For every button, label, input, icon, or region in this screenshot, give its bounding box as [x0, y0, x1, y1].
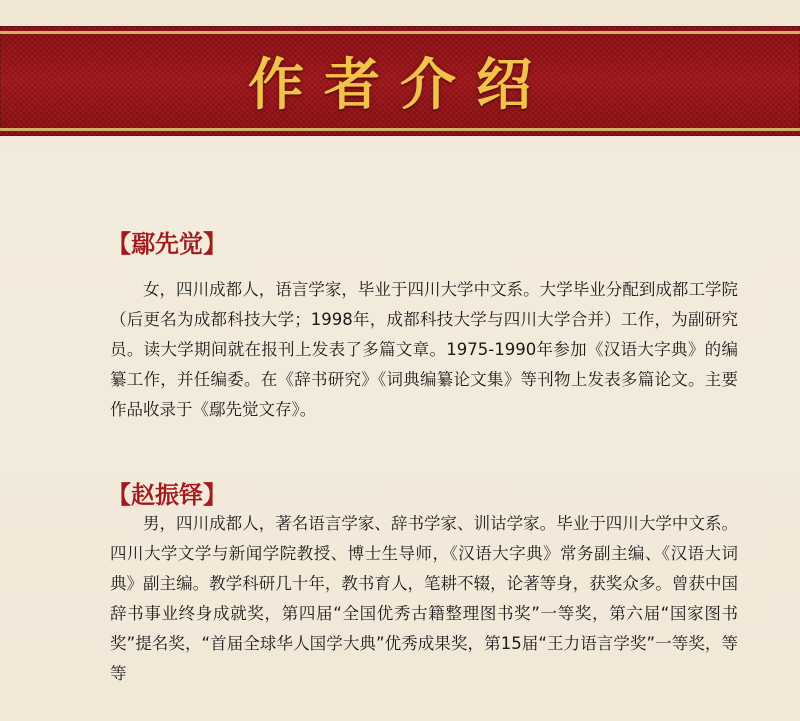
author-heading-yan: 【鄢先觉】	[107, 230, 227, 258]
page-title: 作者介绍	[248, 52, 552, 118]
author-bio-zhao: 男，四川成都人，著名语言学家、辞书学家、训诂学家。毕业于四川大学中文系。四川大学文学与新闻学院教授、博士生导师，《汉语大字典》常务副主编、《汉语大词典》副主编。教学科研几十年，教书育人，笔耕不辍，论著等身，获奖众多。曾获中国辞书事业终身成就奖，第四届“全国优秀古籍整理图书奖”一等奖，第六届“国家图书奖”提名奖，“首届全球华人国学大典”优秀成果奖，第15届“王力语言学奖”一等奖，等等	[110, 514, 738, 683]
author-heading-zhao: 【赵振铎】	[107, 481, 227, 509]
banner-bottom-gold-line	[0, 128, 800, 131]
author-bio-yan: 女，四川成都人，语言学家，毕业于四川大学中文系。大学毕业分配到成都工学院（后更名为成都科技大学；1998年，成都科技大学与四川大学合并）工作，为副研究员。读大学期间就在报刊上发表了多篇文章。1975-1990年参加《汉语大字典》的编纂工作，并任编委。在《辞书研究》《词典编纂论文集》等刊物上发表多篇论文。主要作品收录于《鄢先觉文存》。	[110, 280, 738, 419]
title-banner	[0, 26, 800, 136]
